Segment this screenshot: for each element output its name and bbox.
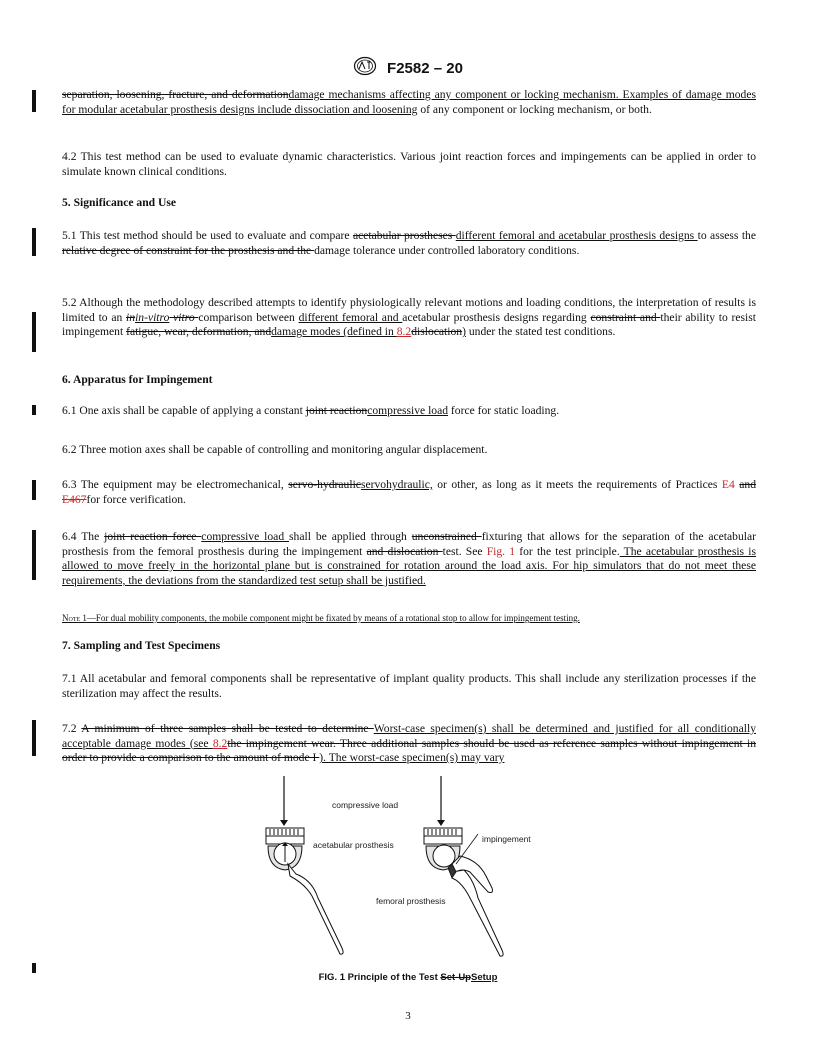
inserted-text: ) xyxy=(462,325,466,339)
deleted-text: the impingement wear. Three additional samples should be used as reference samples without impingement in order to provide a comparison to the amount of mode I xyxy=(62,736,756,765)
revision-bar xyxy=(32,480,36,500)
paragraph-5-1 xyxy=(62,229,756,258)
paragraph-6-2 xyxy=(62,443,756,458)
inserted-text: Worst-case specimen(s) shall be determined and justified for all conditionally acceptable damage modes (see xyxy=(62,722,756,750)
deleted-text: in xyxy=(126,310,136,324)
section-7-heading: 7. Sampling and Test Specimens xyxy=(62,639,221,652)
text: 7.1 All acetabular and femoral components shall be representative of implant quality products. This shall include any sterilization processes if the sterilization may affect the results. xyxy=(62,672,756,700)
text: damage tolerance under controlled laboratory conditions. xyxy=(314,243,580,257)
left-fixture xyxy=(266,828,304,844)
text: comparison between xyxy=(198,310,299,324)
inserted-text: compressive load xyxy=(201,530,290,543)
deleted-text: unconstrained xyxy=(411,530,482,543)
deleted-text: and dislocation xyxy=(366,544,443,558)
note-text: —For dual mobility components, the mobile component might be fixated by means of a rotational stop to allow for impingement testing. xyxy=(86,613,580,623)
text: under the stated test conditions. xyxy=(465,325,616,339)
section-6-heading: 6. Apparatus for Impingement xyxy=(62,373,213,386)
deleted-text: and xyxy=(739,478,756,491)
section-reference-link[interactable]: 8.2 xyxy=(212,736,228,750)
deleted-text: separation, loosening, fracture, and deformation xyxy=(62,88,289,101)
deleted-text: servo-hydraulic xyxy=(288,478,361,491)
text: 5.2 Although the methodology described attempts to identify physiologically relevant motions and loading conditions, the interpretation of results is limited to an xyxy=(62,296,756,324)
left-load-arrow xyxy=(280,776,288,826)
document-number: F2582 – 20 xyxy=(387,60,463,77)
text: 6.1 One axis shall be capable of applying a constant xyxy=(62,404,306,417)
text: for force verification. xyxy=(86,492,186,506)
deleted-text: dislocation xyxy=(411,325,463,339)
text: their ability to resist impingement xyxy=(62,310,756,339)
text: 6.4 The xyxy=(62,530,105,543)
inserted-text: damage modes (defined in xyxy=(271,325,397,339)
paragraph-6-4 xyxy=(62,530,756,588)
deleted-text: acetabular prostheses xyxy=(352,229,456,242)
paragraph-6-3 xyxy=(62,478,756,507)
inserted-text: Setup xyxy=(471,972,498,983)
deleted-text: fatigue, wear, deformation, and xyxy=(126,325,272,339)
inserted-text: ). The worst-case specimen(s) may vary xyxy=(319,751,505,765)
deleted-text: vitro xyxy=(169,310,199,324)
text: of any component or locking mechanism, or both. xyxy=(417,102,652,116)
text: 6.2 Three motion axes shall be capable of controlling and monitoring angular displacement. xyxy=(62,443,488,456)
note-1 xyxy=(62,612,756,624)
text: acetabular prosthesis designs regarding xyxy=(402,310,591,324)
label-impingement: impingement xyxy=(482,834,531,844)
inserted-text: servohydraulic, xyxy=(360,478,433,491)
deleted-text: joint reaction xyxy=(305,404,368,417)
text: or other, as long as it meets the requirements of Practices xyxy=(432,478,722,491)
left-femoral-stem xyxy=(288,864,343,954)
right-load-arrow xyxy=(437,776,445,826)
text: to assess the xyxy=(697,229,756,242)
text: 7.2 xyxy=(62,722,82,735)
paragraph-7-1 xyxy=(62,672,756,701)
section-reference-link[interactable]: 8.2 xyxy=(396,325,412,339)
practice-e4-link[interactable]: E4 xyxy=(721,478,735,491)
inserted-text: damage mechanisms affecting any component or locking mechanism. Examples of damage modes for modular acetabular prosthesis designs include dissociation and loosening xyxy=(62,88,756,116)
test-setup-diagram xyxy=(0,768,816,968)
revision-bar xyxy=(32,405,36,415)
deleted-text: constraint and xyxy=(590,310,661,324)
inserted-text: in-vitro xyxy=(135,310,170,324)
text: force for static loading. xyxy=(448,404,560,417)
paragraph-5-2 xyxy=(62,296,756,340)
revision-bar xyxy=(32,720,36,756)
text: shall be applied through xyxy=(289,530,412,543)
figure-1-caption xyxy=(0,972,816,983)
text: 6.3 The equipment may be electromechanical, xyxy=(62,478,289,491)
revision-bar xyxy=(32,530,36,580)
paragraph-6-1 xyxy=(62,404,756,419)
paragraph-4-1-continued xyxy=(62,88,756,117)
text: for the test principle. xyxy=(515,544,620,558)
text: test. See xyxy=(442,544,487,558)
caption-text: FIG. 1 Principle of the Test xyxy=(318,972,441,983)
figure-1 xyxy=(0,768,816,968)
inserted-text: different femoral and xyxy=(298,310,403,324)
inserted-text: compressive load xyxy=(367,404,449,417)
paragraph-7-2 xyxy=(62,722,756,766)
inserted-text: different femoral and acetabular prosthesis designs xyxy=(455,229,698,242)
text: 5.1 This test method should be used to evaluate and compare xyxy=(62,229,353,242)
inserted-text: The acetabular prosthesis is allowed to move freely in the horizontal plane but is constrained for rotation around the load axis. For hip simulators that do not meet these requirements, the deviations from the standardized test setup shall be justified. xyxy=(62,544,756,587)
section-5-heading: 5. Significance and Use xyxy=(62,196,177,209)
practice-e467-link[interactable]: E467 xyxy=(62,492,87,506)
deleted-text: relative degree of constraint for the prosthesis and the xyxy=(62,243,315,257)
page-number: 3 xyxy=(405,1010,411,1022)
astm-logo-icon xyxy=(353,56,377,81)
text: 4.2 This test method can be used to evaluate dynamic characteristics. Various joint reaction forces and impingements can be applied in order to simulate known clinical conditions. xyxy=(62,150,756,178)
deleted-text: joint reaction force xyxy=(104,530,202,543)
deleted-text: A minimum of three samples shall be tested to determine xyxy=(81,722,374,735)
page-header xyxy=(0,56,816,81)
deleted-text: Set-Up xyxy=(440,972,471,983)
label-compressive-load: compressive load xyxy=(332,800,399,810)
note-label: Note 1 xyxy=(62,613,87,623)
paragraph-4-2 xyxy=(62,150,756,179)
right-femoral-stem xyxy=(448,856,503,956)
label-femoral-prosthesis: femoral prosthesis xyxy=(376,896,446,906)
right-fixture xyxy=(424,828,462,844)
left-acetabular-cup xyxy=(268,842,302,870)
revision-bar xyxy=(32,90,36,112)
revision-bar xyxy=(32,228,36,256)
revision-bar xyxy=(32,312,36,352)
figure-1-link[interactable]: Fig. 1 xyxy=(486,544,516,558)
label-acetabular-prosthesis: acetabular prosthesis xyxy=(313,840,394,850)
text: fixturing that allows for the separation of the acetabular prosthesis from the femoral prosthesis during the impingement xyxy=(62,530,756,558)
